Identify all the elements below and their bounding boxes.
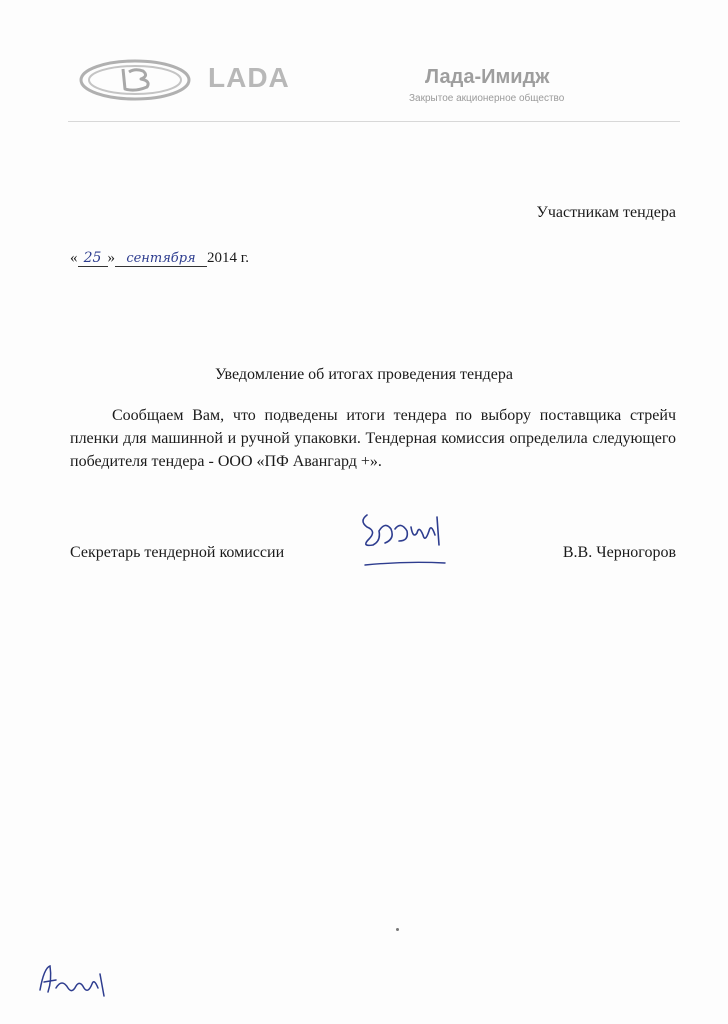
date-year: 2014 г. (207, 250, 249, 266)
brand-wordmark: LADA (208, 62, 290, 93)
addressee: Участникам тендера (536, 204, 676, 221)
header-divider (68, 121, 680, 122)
corner-initials-signature (34, 960, 114, 1005)
signatory-role: Секретарь тендерной комиссии (70, 544, 285, 561)
date-close-quote: » (107, 250, 115, 266)
date-day-handwritten: 25 (78, 250, 108, 267)
date-open-quote: « (70, 250, 78, 266)
date-month-handwritten: сентября (115, 251, 207, 267)
letter-title: Уведомление об итогах проведения тендера (215, 366, 513, 383)
company-legal-form: Закрытое акционерное общество (409, 93, 565, 104)
company-name: Лада-Имидж (425, 66, 550, 88)
handwritten-signature (355, 505, 455, 578)
signatory-name: В.В. Черногоров (562, 544, 676, 561)
letter-body: Сообщаем Вам, что подведены итоги тендера по выбору поставщика стрейч пленки для машинной и ручной упаковки. Тендерная комиссия определила следующего победителя тендера - ООО «ПФ Авангард +». (70, 407, 676, 470)
letter-date (70, 250, 249, 267)
scan-speck (396, 928, 399, 931)
lada-boat-emblem-icon (79, 59, 191, 106)
